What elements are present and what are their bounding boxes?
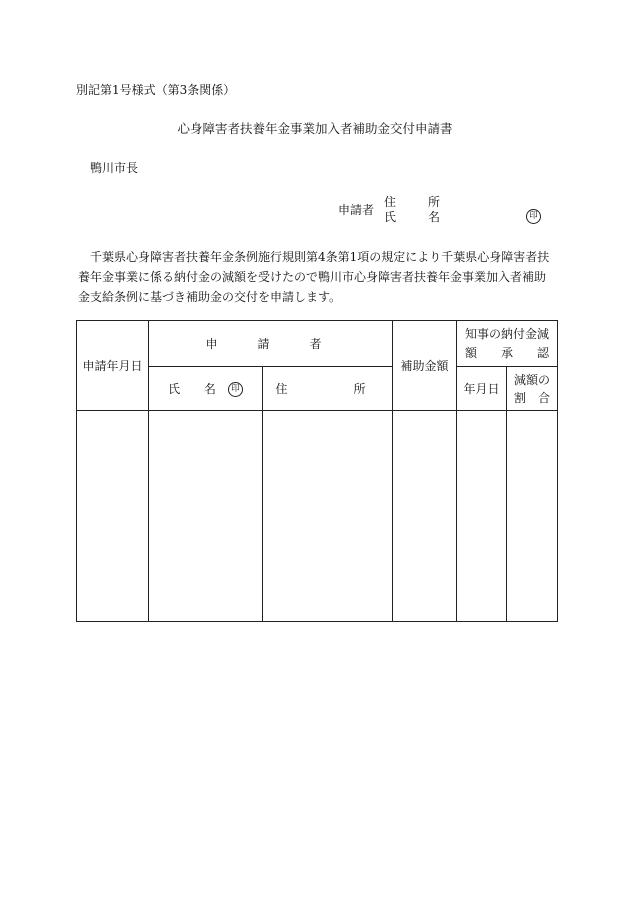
approval-line-2: 額 承 認 xyxy=(465,345,550,360)
entry-date-cell[interactable] xyxy=(77,411,149,622)
entry-name-cell[interactable] xyxy=(149,411,263,622)
header-name xyxy=(149,367,263,411)
header-subsidy-amount: 補助金額 xyxy=(393,321,457,411)
header-address-text: 住 所 xyxy=(275,382,380,396)
form-label: 別記第1号様式（第3条関係） xyxy=(76,83,236,97)
applicant-name-label: 氏 名 xyxy=(384,210,451,224)
header-application-date: 申請年月日 xyxy=(77,321,149,411)
applicant-label: 申請者 xyxy=(338,203,375,217)
entry-approval-date-cell[interactable] xyxy=(457,411,507,622)
applicant-address-label: 住 所 xyxy=(384,195,451,209)
body-line: 金支給条例に基づき補助金の交付を申請します。 xyxy=(78,290,342,304)
seal-mark: 印 xyxy=(526,209,541,224)
header-approval xyxy=(457,321,558,367)
ratio-line-1: 減額の xyxy=(514,372,551,387)
header-name-text: 氏 名 xyxy=(168,382,226,396)
body-line: 千葉県心身障害者扶養年金条例施行規則第4条第1項の規定により千葉県心身障害者扶 xyxy=(90,250,550,264)
addressee: 鴨川市長 xyxy=(90,161,139,175)
header-address xyxy=(263,367,393,411)
ratio-line-2: 割 合 xyxy=(514,390,551,405)
header-reduction-ratio xyxy=(507,367,558,411)
document-title: 心身障害者扶養年金事業加入者補助金交付申請書 xyxy=(177,121,453,136)
seal-mark-table: 印 xyxy=(228,382,243,397)
body-paragraph xyxy=(78,247,570,307)
entry-ratio-cell[interactable] xyxy=(507,411,558,622)
approval-line-1: 知事の納付金減 xyxy=(465,326,550,341)
entry-amount-cell[interactable] xyxy=(393,411,457,622)
entry-address-cell[interactable] xyxy=(263,411,393,622)
application-table xyxy=(76,320,558,622)
header-approval-date: 年月日 xyxy=(457,367,507,411)
header-applicant xyxy=(149,321,393,367)
header-applicant-text: 申 請 者 xyxy=(205,337,336,351)
body-line: 養年金事業に係る納付金の減額を受けたので鴨川市心身障害者扶養年金事業加入者補助 xyxy=(78,270,547,284)
